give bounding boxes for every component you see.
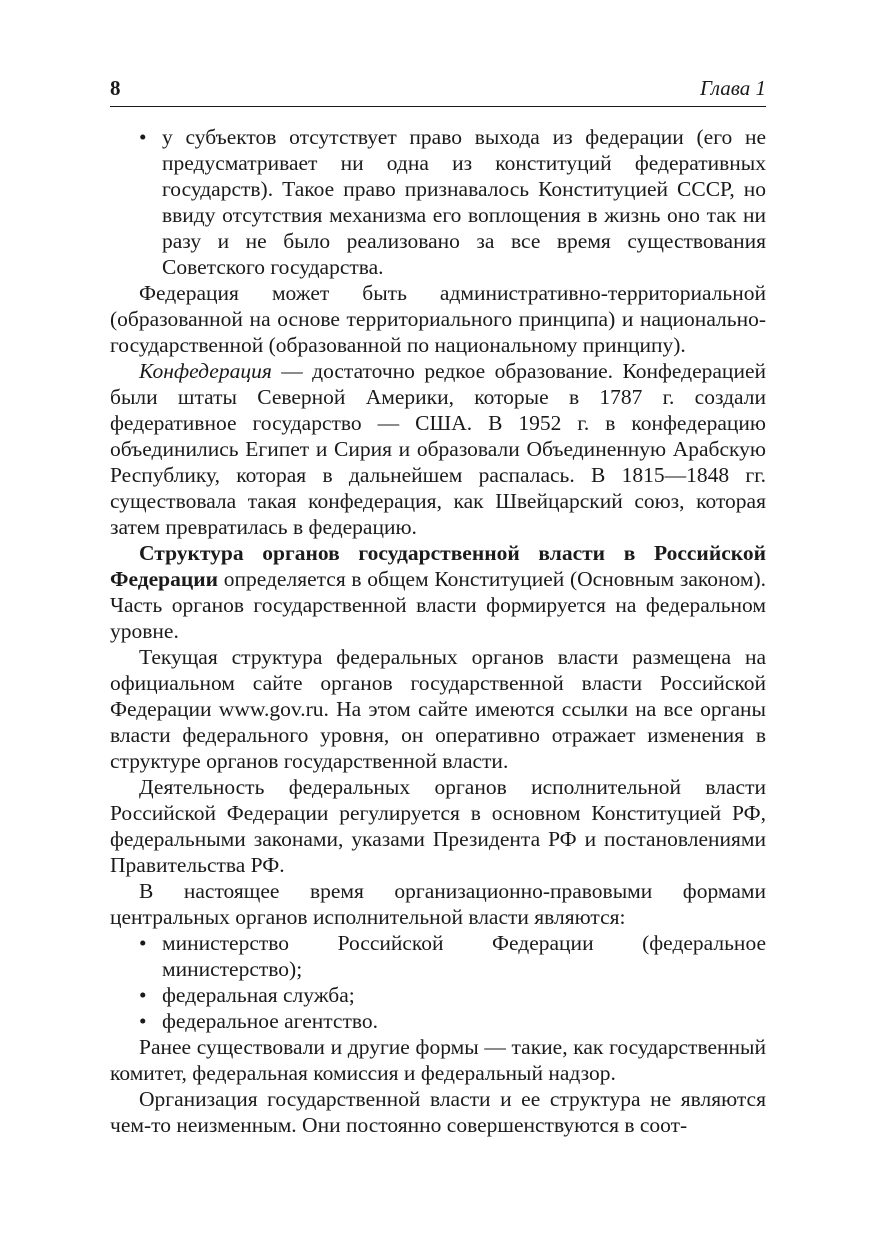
term-confederation: Конфедерация (139, 359, 272, 383)
bullet-list-1 (110, 124, 766, 280)
list-item-text: министерство Российской Федерации (федеральное министерство); (162, 931, 766, 981)
paragraph-text: определяется в общем Конституцией (Основным законом). Часть органов государственной власти формируется на федеральном уровне. (110, 567, 766, 643)
paragraph: Ранее существовали и другие формы — такие, как государственный комитет, федеральная комиссия и федеральный надзор. (110, 1035, 766, 1085)
list-item (110, 982, 766, 1008)
bullet-icon: • (139, 1009, 147, 1033)
list-item (110, 930, 766, 982)
paragraph-structure (110, 540, 766, 644)
paragraph: Текущая структура федеральных органов власти размещена на официальном сайте органов государственной власти Российской Федерации www.gov.ru. На этом сайте имеются ссылки на все органы власти федерального уровня, он оперативно отражает изменения в структуре органов государственной власти. (110, 645, 766, 773)
bullet-icon: • (139, 983, 147, 1007)
list-item-text: федеральная служба; (162, 983, 355, 1007)
paragraph: Организация государственной власти и ее структура не являются чем-то неизменным. Они постоянно совершенствуются в соот- (110, 1087, 766, 1137)
list-item (110, 1008, 766, 1034)
paragraph: Федерация может быть административно-территориальной (образованной на основе территориального принципа) и национально-государственной (образованной по национальному принципу). (110, 281, 766, 357)
paragraph-text: — достаточно редкое образование. Конфедерацией были штаты Северной Америки, которые в 1787 г. создали федеративное государство — США. В 1952 г. в конфедерацию объединились Египет и Сирия и образовали Объединенную Арабскую Республику, которая в дальнейшем распалась. В 1815—1848 гг. существовала такая конфедерация, как Швейцарский союз, которая затем превратилась в федерацию. (110, 359, 766, 539)
page-body (110, 124, 766, 1138)
list-item-text: федеральное агентство. (162, 1009, 378, 1033)
paragraph-confederation (110, 358, 766, 540)
bullet-list-2 (110, 930, 766, 1034)
bold-heading-phrase: Структура органов государственной власти в Российской Федерации (110, 541, 766, 591)
bullet-icon: • (139, 931, 147, 955)
list-item (110, 124, 766, 280)
paragraph: В настоящее время организационно-правовыми формами центральных органов исполнительной власти являются: (110, 879, 766, 929)
paragraph: Деятельность федеральных органов исполнительной власти Российской Федерации регулируется в основном Конституцией РФ, федеральными законами, указами Президента РФ и постановлениями Правительства РФ. (110, 775, 766, 877)
bullet-icon: • (139, 125, 147, 149)
running-header (110, 76, 766, 107)
list-item-text: у субъектов отсутствует право выхода из федерации (его не предусматривает ни одна из конституций федеративных государств). Такое право признавалось Конституцией СССР, но ввиду отсутствия механизма его воплощения в жизнь оно так ни разу и не было реализовано за все время существования Советского государства. (162, 125, 766, 279)
chapter-title: Глава 1 (700, 76, 766, 100)
page-number: 8 (110, 76, 121, 100)
